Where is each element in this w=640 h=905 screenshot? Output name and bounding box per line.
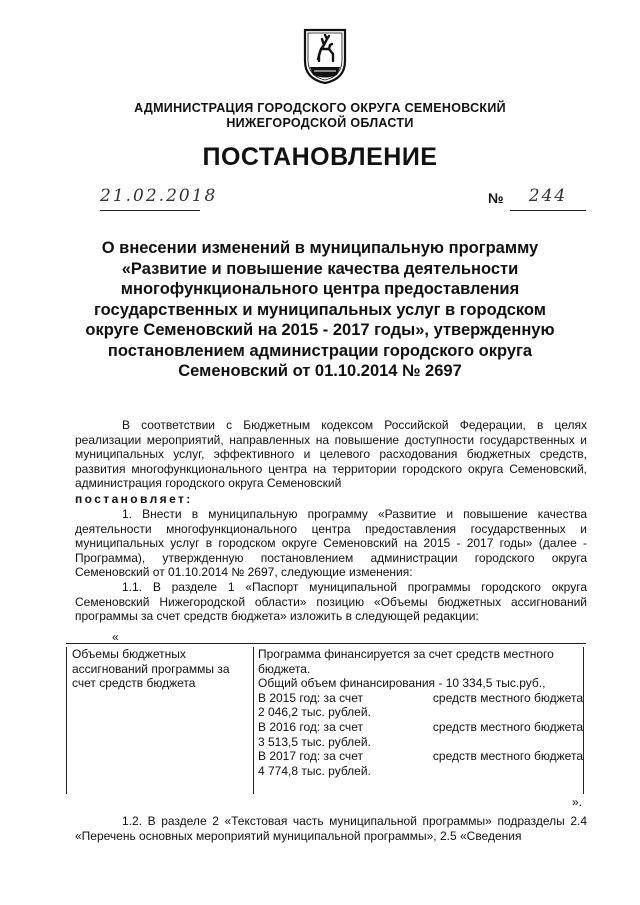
table-value-cell — [253, 647, 584, 794]
organization-name: АДМИНИСТРАЦИЯ ГОРОДСКОГО ОКРУГА СЕМЕНОВСКИЙ — [134, 101, 506, 115]
year-2016-amount: 3 513,5 тыс. рублей. — [258, 734, 371, 749]
financing-total: Общий объем финансирования - 10 334,5 тыс.руб., — [258, 676, 546, 691]
year-2016-label: В 2016 год: за счет — [258, 719, 363, 734]
table-label-cell: Объемы бюджетных ассигнований программы за счет средств бюджета — [66, 647, 252, 794]
financing-source: Программа финансируется за счет средств местного бюджета. — [258, 647, 554, 676]
subject-line: государственных и муниципальных услуг в городском — [94, 300, 546, 319]
document-date-field — [100, 186, 218, 211]
subject-line: О внесении изменений в муниципальную программу — [101, 239, 539, 257]
year-2017-amount: 4 774,8 тыс. рублей. — [258, 763, 371, 778]
year-2016-source: средств местного бюджета — [432, 719, 583, 734]
preamble-paragraph: В соответствии с Бюджетным кодексом Российской Федерации, в целях реализации мероприятий, направленных на повышение доступности государственных и муниципальных услуг, эффективного и целевого расходования бюджетных средств, развития многофункционального центра на территории городского округа Семеновский, администрация городского округа Семеновский — [75, 418, 587, 491]
handwritten-date: 21.02.2018 — [100, 186, 218, 206]
document-type-title: ПОСТАНОВЛЕНИЕ — [202, 143, 438, 171]
resolves-word — [75, 492, 587, 507]
subject-line: постановлением администрации городского округа — [107, 341, 533, 360]
year-2017-label: В 2017 год: за счет — [258, 749, 363, 764]
year-2015-line — [258, 691, 583, 706]
subject-line: Семеновский от 01.10.2014 № 2697 — [178, 362, 462, 380]
opening-quote: « — [112, 630, 119, 644]
subject-line: «Развитие и повышение качества деятельности — [121, 259, 519, 278]
budget-table — [66, 643, 586, 794]
year-2015-label: В 2015 год: за счет — [258, 690, 363, 705]
coat-of-arms-emblem — [302, 27, 348, 85]
document-subject — [80, 238, 560, 382]
year-2017-line — [258, 749, 583, 764]
resolves-text: постановляет: — [75, 492, 193, 506]
year-2015-amount: 2 046,2 тыс. рублей. — [258, 705, 371, 720]
item-1-paragraph: 1. Внести в муниципальную программу «Развитие и повышение качества деятельности многофункционального центра предоставления государственных и муниципальных услуг в городском округе Семеновский на 2015 - 2017 годы» (далее - Программа), утвержденную постановлением администрации городского округа Семеновский от 01.10.2014 № 2697, следующие изменения: — [75, 507, 587, 580]
item-1-1-paragraph: 1.1. В разделе 1 «Паспорт муниципальной программы городского округа Семеновский Нижегородской области» позицию «Объемы бюджетных ассигнований программы за счет средств бюджета» изложить в следующей редакции: — [75, 580, 587, 624]
item-1-2-paragraph: 1.2. В разделе 2 «Текстовая часть муниципальной программы» подразделы 2.4 «Перечень основных мероприятий муниципальной программы», 2.5 «Сведения — [75, 814, 587, 843]
subject-line: округе Семеновский на 2015 - 2017 годы», утвержденную — [85, 321, 555, 339]
year-2017-source: средств местного бюджета — [432, 749, 583, 764]
deer-shield-icon — [302, 27, 348, 85]
year-2016-line — [258, 720, 583, 735]
handwritten-number: 244 — [528, 186, 568, 206]
subject-line: многофункционального центра предоставления — [120, 280, 520, 298]
document-number-field — [510, 186, 586, 211]
year-2015-source: средств местного бюджета — [432, 690, 583, 705]
organization-region: НИЖЕГОРОДСКОЙ ОБЛАСТИ — [226, 116, 414, 130]
closing-quote: ». — [572, 795, 583, 809]
number-sign: № — [488, 190, 504, 206]
